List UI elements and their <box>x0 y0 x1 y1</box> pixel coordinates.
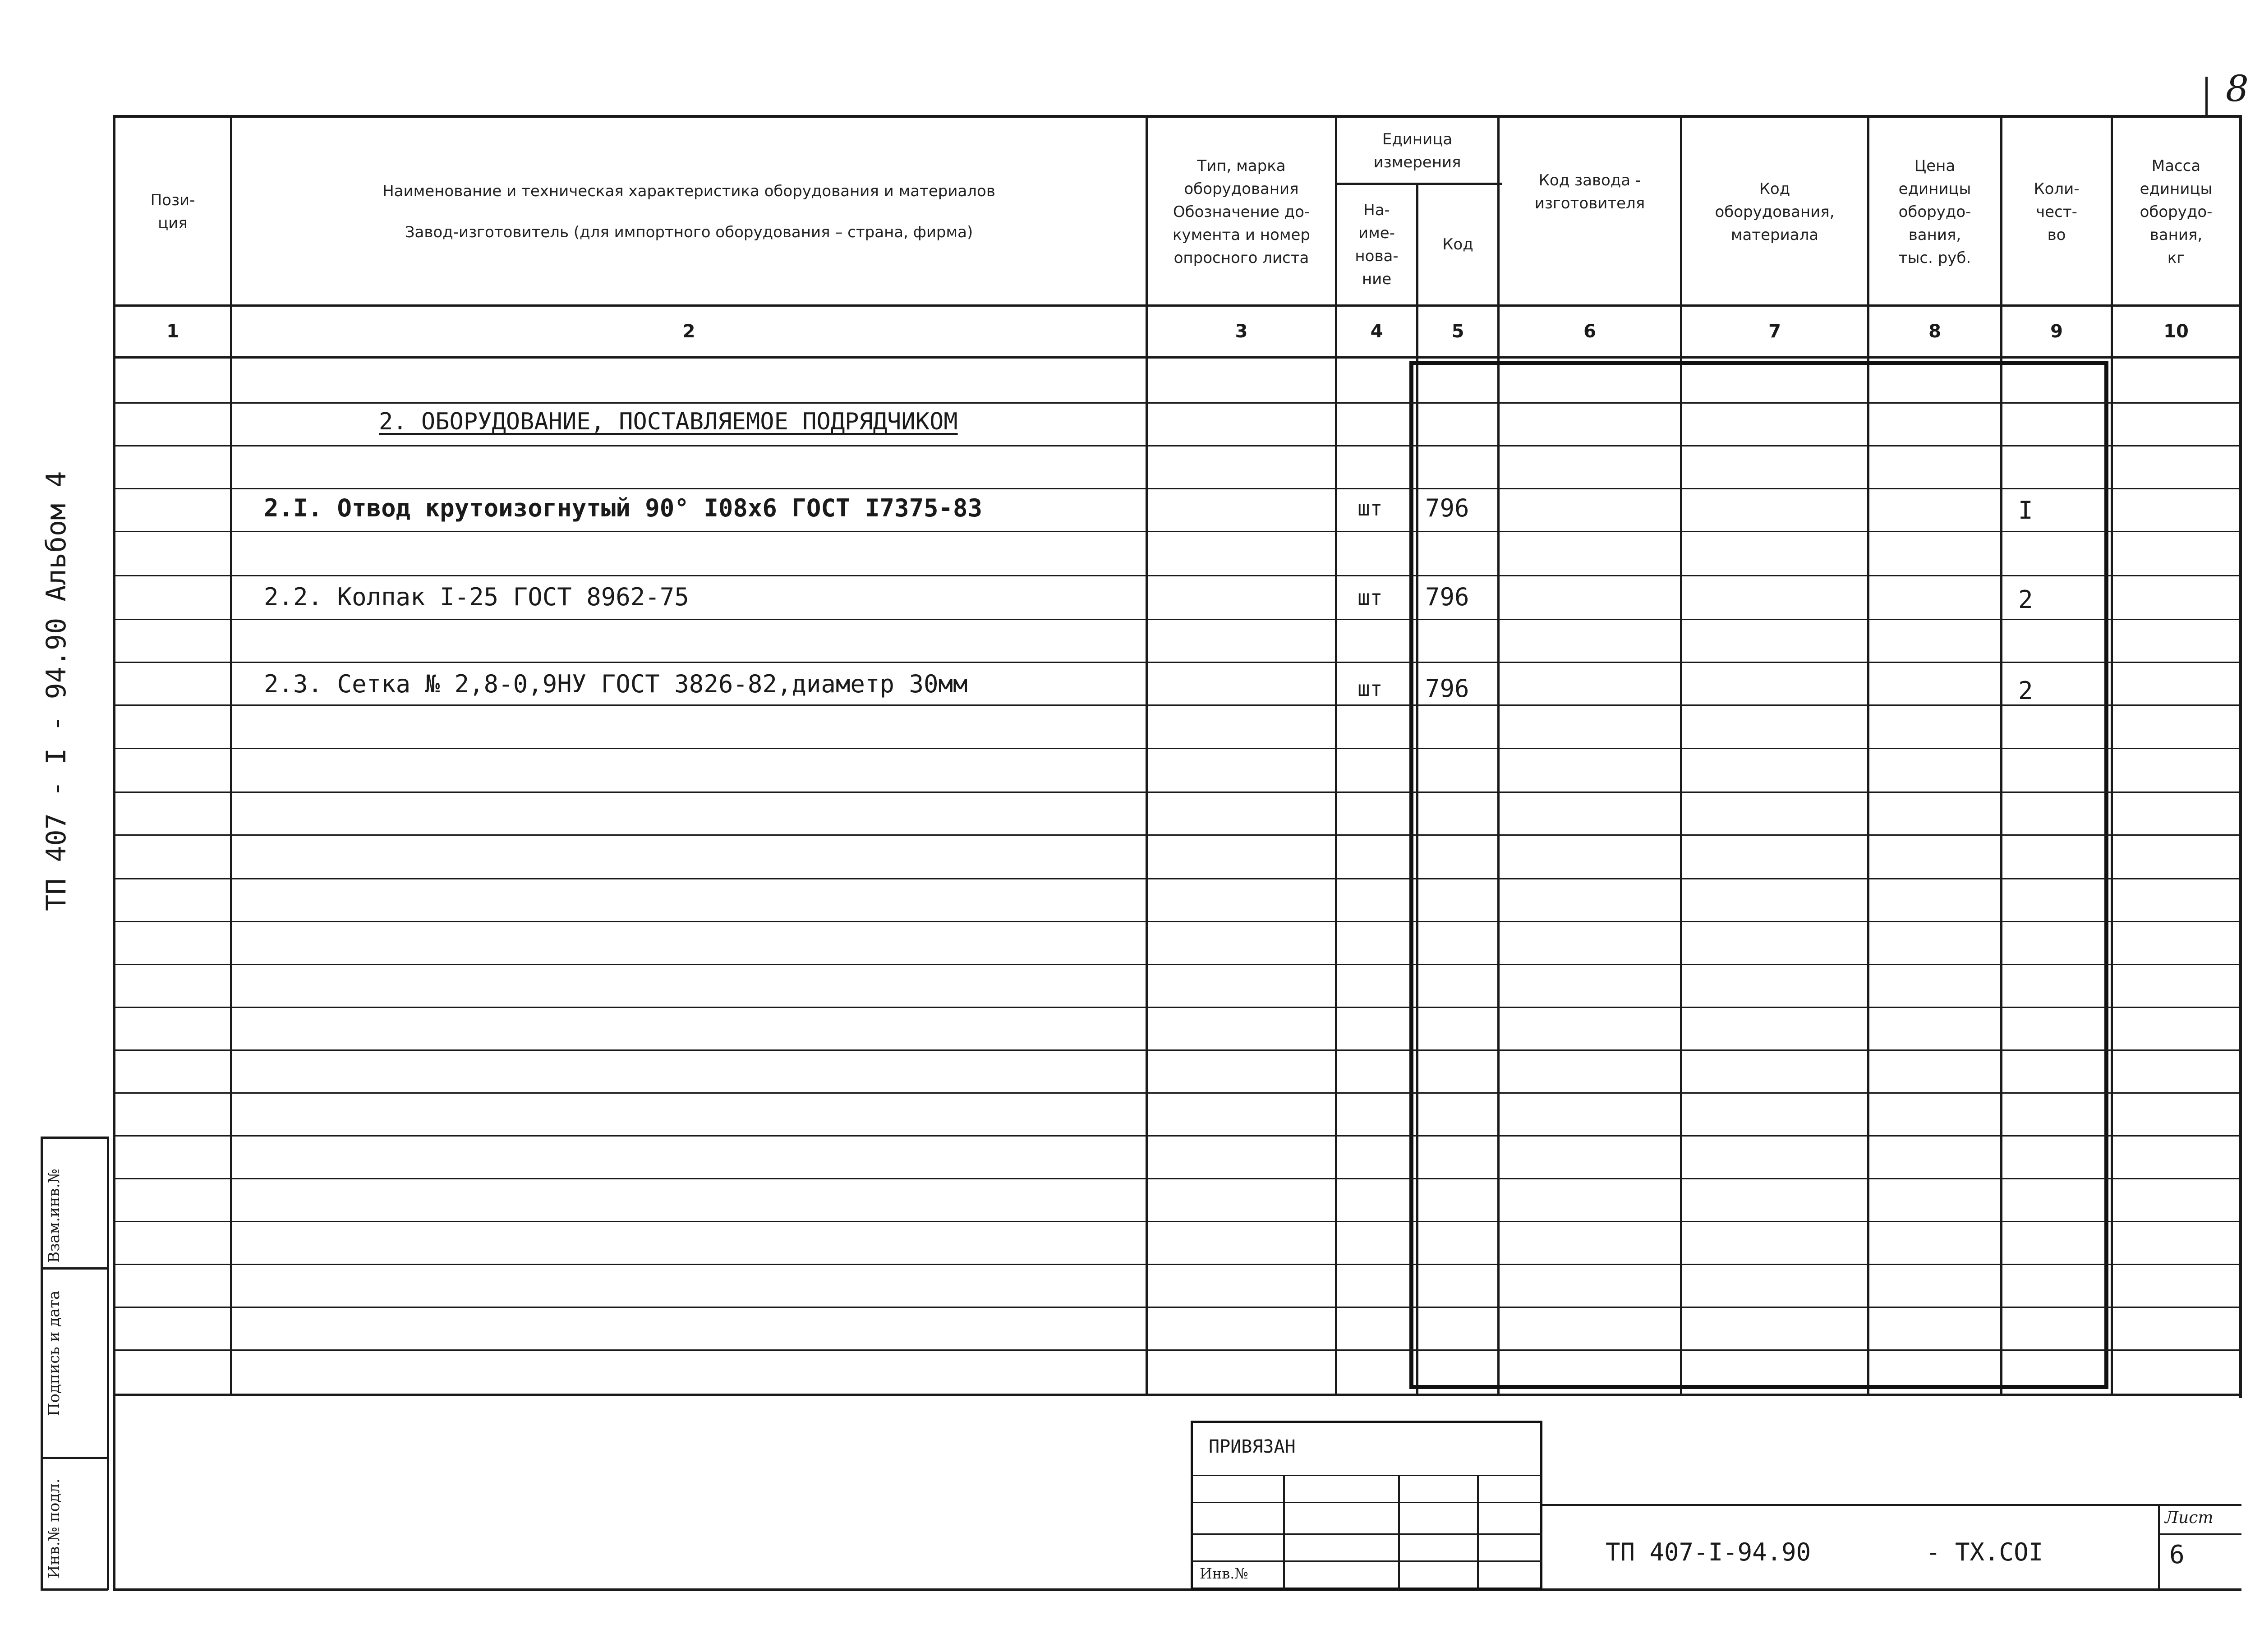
column-number-2: 2 <box>682 321 695 342</box>
column-number-5: 5 <box>1451 321 1464 342</box>
column-number-8: 8 <box>1928 321 1941 342</box>
sheet-label: Лист <box>2165 1509 2214 1527</box>
header-type: Тип, марка оборудования Обозначение до- кумента и номер опросного листа <box>1173 156 1310 267</box>
row-code: 796 <box>1425 674 1469 703</box>
page-number: 8 <box>2226 68 2249 110</box>
column-number-1: 1 <box>166 321 179 342</box>
column-number-6: 6 <box>1583 321 1596 342</box>
page-number-mark <box>2205 77 2208 117</box>
row-name: 2.I. Отвод крутоизогнутый 90° I08х6 ГОСТ I7375-83 <box>264 494 983 522</box>
header-unit-group: Единица измерения <box>1373 130 1461 171</box>
column-number-3: 3 <box>1235 321 1248 342</box>
header-name-line1: Наименование и техническая характеристика оборудования и материалов <box>382 182 995 200</box>
document-code: ТП 407-I-94.90 <box>1606 1538 1811 1566</box>
header-equipment-code: Код оборудования, материала <box>1715 179 1835 244</box>
stamp-label-inventory: Инв.№ подл. <box>45 1478 63 1578</box>
row-unit: шт <box>1358 585 1383 610</box>
row-qty: 2 <box>2018 676 2033 705</box>
row-unit: шт <box>1358 676 1383 701</box>
column-number-4: 4 <box>1370 321 1383 342</box>
stamp-label-signature: Подпись и дата <box>45 1290 63 1416</box>
document-suffix: - ТХ.СОI <box>1926 1538 2043 1566</box>
column-number-9: 9 <box>2050 321 2063 342</box>
row-unit: шт <box>1358 496 1383 520</box>
row-qty: I <box>2018 496 2033 525</box>
sheet-number: 6 <box>2169 1540 2185 1569</box>
row-code: 796 <box>1425 494 1469 522</box>
privyazan-label: ПРИВЯЗАН <box>1209 1436 1296 1457</box>
column-number-7: 7 <box>1768 321 1781 342</box>
header-unit-code: Код <box>1442 235 1473 253</box>
side-title: ТП 407 - I - 94.90 Альбом 4 <box>41 471 72 911</box>
header-quantity: Коли- чест- во <box>2034 179 2080 244</box>
section-title: 2. ОБОРУДОВАНИЕ, ПОСТАВЛЯЕМОЕ ПОДРЯДЧИКОМ <box>379 408 958 435</box>
row-name: 2.2. Колпак I-25 ГОСТ 8962-75 <box>264 583 689 611</box>
header-name-line2: Завод-изготовитель (для импортного оборудования – страна, фирма) <box>405 223 973 241</box>
header-price: Цена единицы оборудо- вания, тыс. руб. <box>1898 156 1971 267</box>
header-position: Пози- ция <box>150 191 195 232</box>
header-name <box>232 120 1146 304</box>
header-mass: Масса единицы оборудо- вания, кг <box>2140 156 2213 267</box>
inventory-label: Инв.№ <box>1200 1565 1248 1582</box>
highlight-box <box>1409 361 2108 1389</box>
row-qty: 2 <box>2018 585 2033 614</box>
row-name: 2.3. Сетка № 2,8-0,9НУ ГОСТ 3826-82,диаметр 30мм <box>264 670 968 698</box>
stamp-label-replace: Взам.инв.№ <box>45 1169 63 1263</box>
header-plant-code: Код завода - изготовителя <box>1534 171 1645 212</box>
header-unit-name: На- име- нова- ние <box>1355 201 1399 288</box>
row-code: 796 <box>1425 583 1469 611</box>
column-number-10: 10 <box>2163 321 2189 342</box>
